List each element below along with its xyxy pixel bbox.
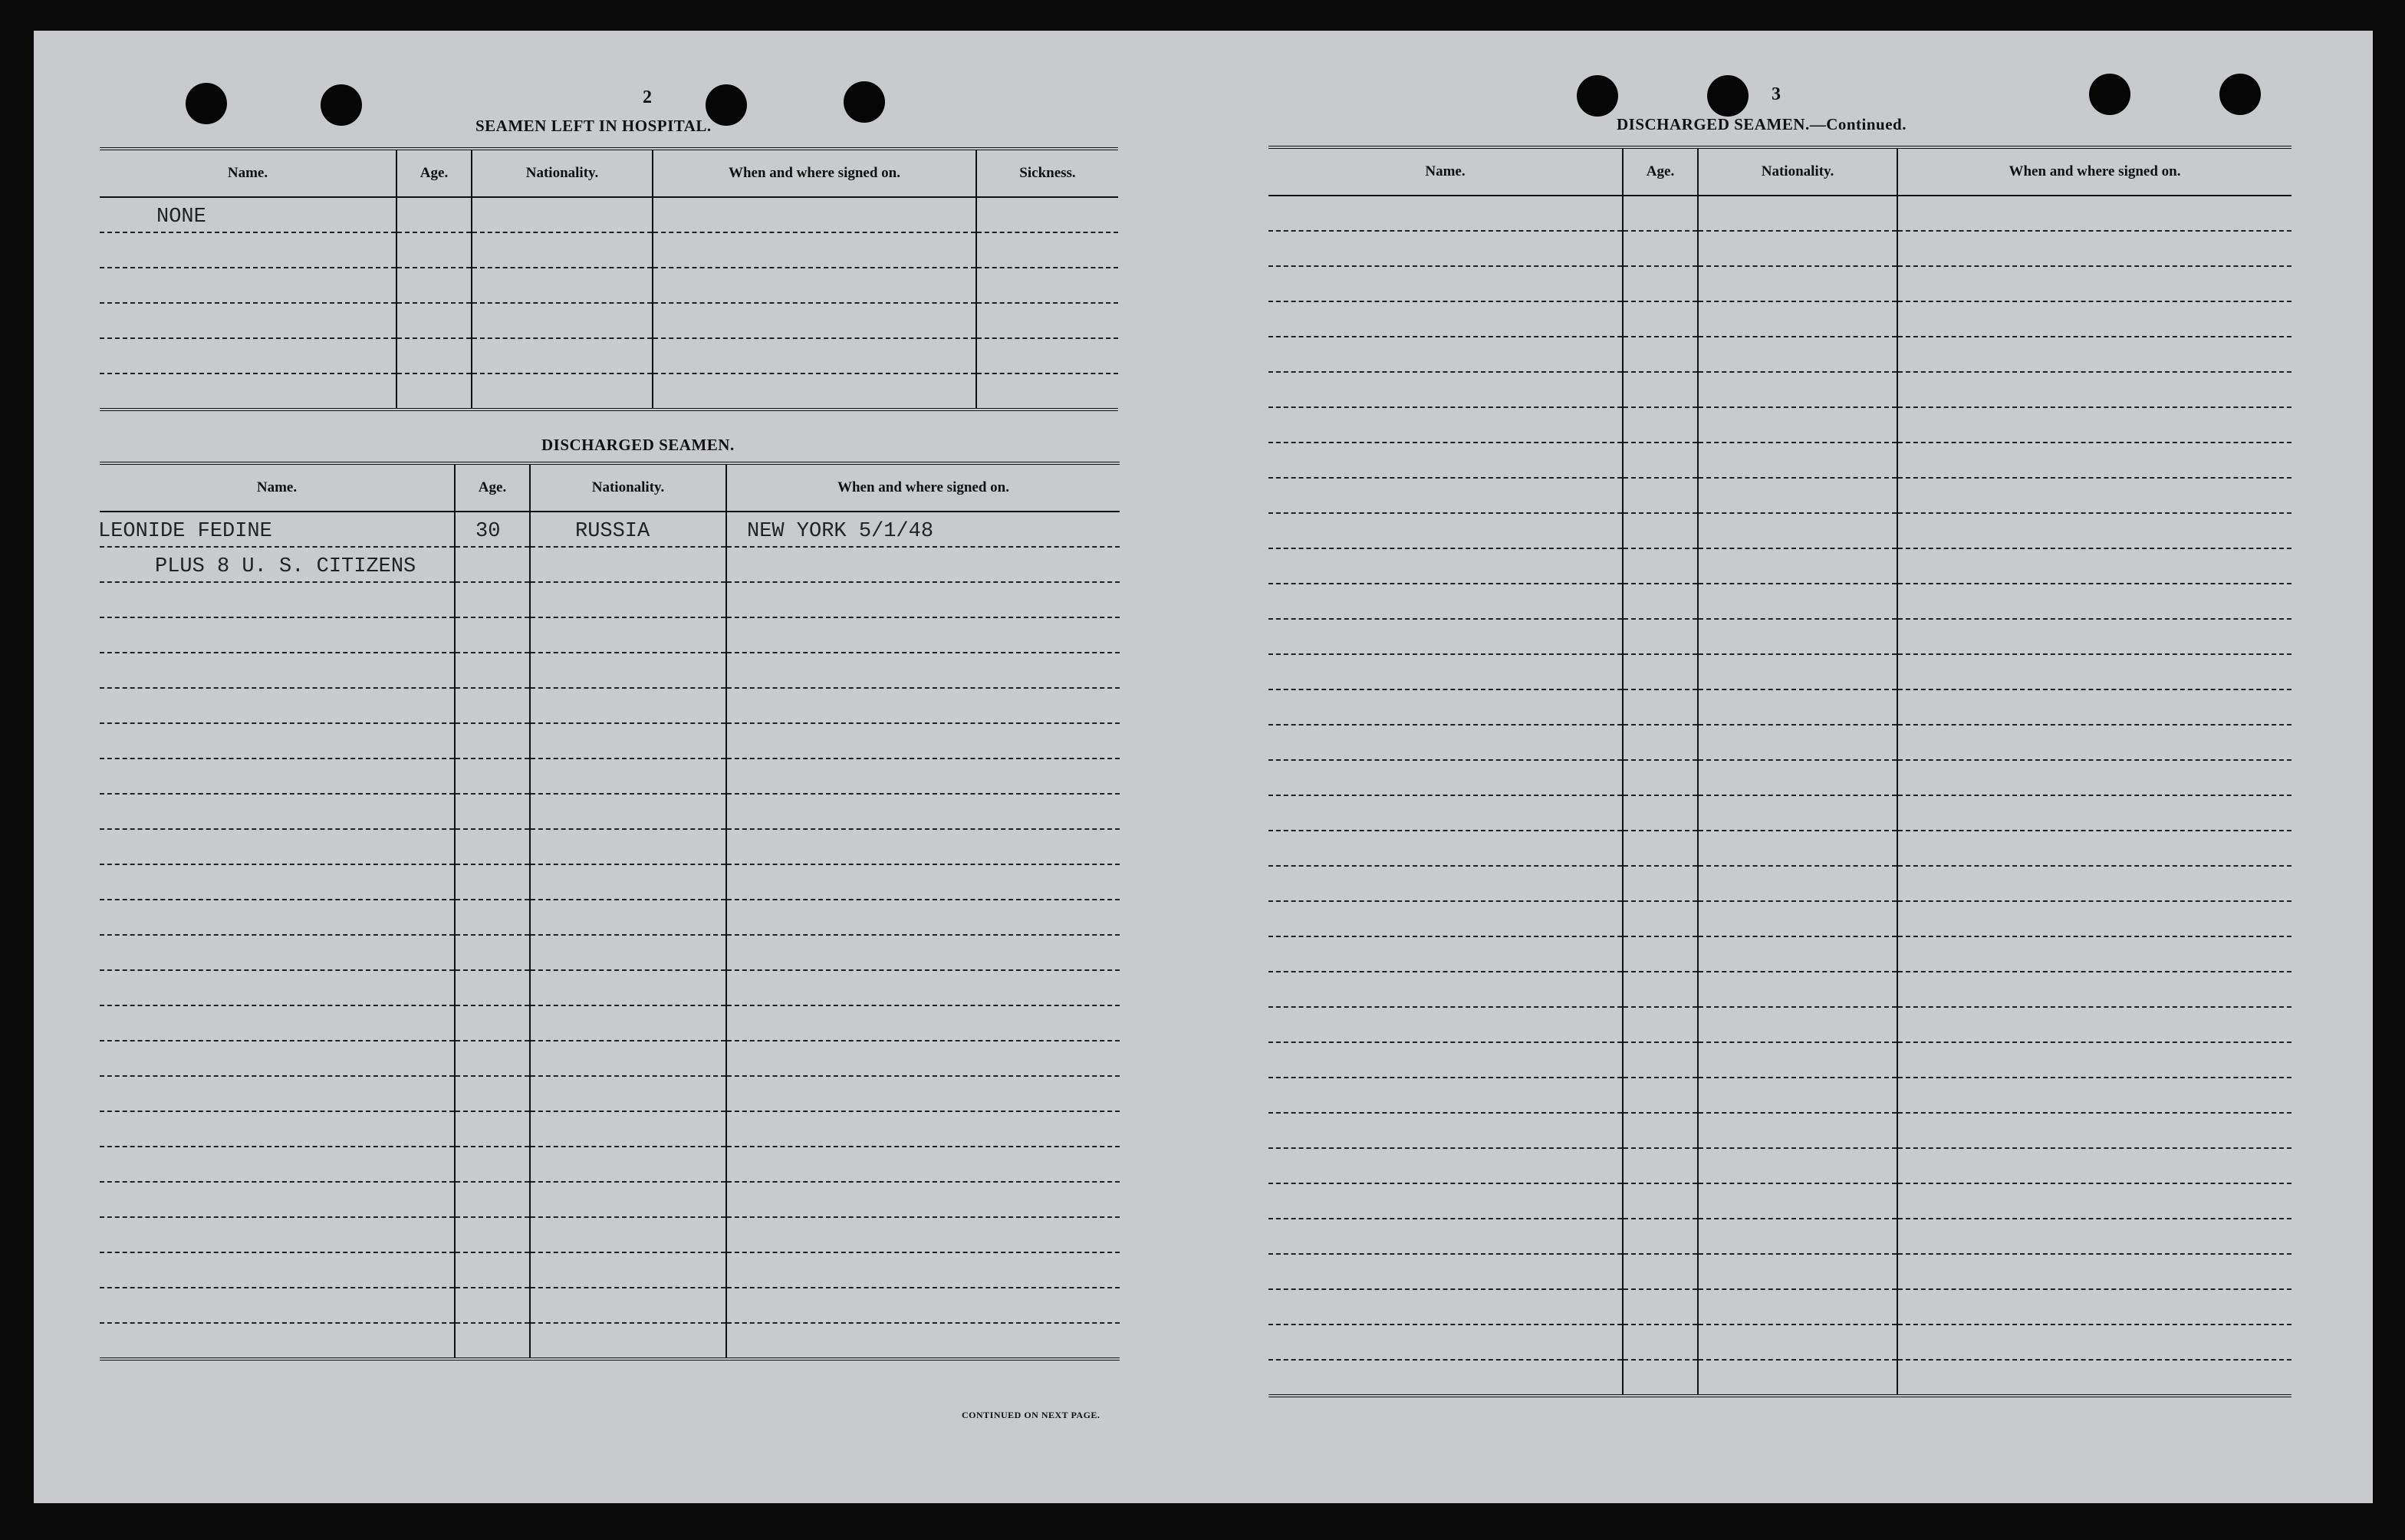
typed-entry: 30: [475, 520, 501, 543]
punch-hole: [2089, 74, 2130, 115]
table-row: [1268, 1254, 2291, 1289]
discharged-section-title: DISCHARGED SEAMEN.: [541, 436, 735, 454]
column-header-nationality: Nationality.: [530, 463, 726, 512]
table-row: [100, 688, 1120, 723]
punch-hole: [1577, 75, 1618, 117]
table-row: [1268, 443, 2291, 478]
table-row: [100, 232, 1118, 268]
typed-entry: NONE: [156, 206, 206, 229]
table-row: [100, 547, 1120, 582]
table-row: [1268, 831, 2291, 866]
column-header-signed-on: When and where signed on.: [1897, 147, 2291, 196]
table-row: [1268, 266, 2291, 301]
table-row: [100, 1005, 1120, 1041]
continued-note: CONTINUED ON NEXT PAGE.: [962, 1410, 1101, 1420]
table-row: [1268, 1007, 2291, 1042]
table-row: [1268, 901, 2291, 936]
table-row: [100, 864, 1120, 900]
table-row: [100, 794, 1120, 829]
table-row: [100, 303, 1118, 338]
column-header-name: Name.: [1268, 147, 1623, 196]
table-row: [100, 935, 1120, 970]
table-row: [1268, 1183, 2291, 1219]
typed-entry: NEW YORK 5/1/48: [747, 520, 934, 543]
table-row: [100, 582, 1120, 617]
table-row: [100, 723, 1120, 758]
punch-hole: [321, 84, 362, 126]
document-sheet: [34, 31, 2373, 1503]
column-header-name: Name.: [100, 149, 396, 197]
table-row: [100, 617, 1120, 653]
punch-hole: [706, 84, 747, 126]
table-row: [100, 373, 1118, 410]
table-row: [100, 970, 1120, 1005]
table-row: [1268, 231, 2291, 266]
table-row: [1268, 725, 2291, 760]
punch-hole: [844, 81, 885, 123]
table-row: [1268, 1042, 2291, 1078]
discharged-table: [100, 462, 1120, 1361]
column-header-age: Age.: [455, 463, 530, 512]
table-row: [1268, 407, 2291, 443]
table-row: [100, 900, 1120, 935]
table-row: [100, 1111, 1120, 1147]
page-number: 3: [1772, 84, 1781, 104]
column-header-age: Age.: [1623, 147, 1698, 196]
typed-entry: PLUS 8 U. S. CITIZENS: [155, 555, 416, 578]
table-row: [100, 653, 1120, 688]
table-row: [100, 758, 1120, 794]
table-row: [1268, 548, 2291, 584]
punch-hole: [186, 83, 227, 124]
table-row: [100, 1182, 1120, 1217]
table-row: [1268, 196, 2291, 231]
punch-hole: [2219, 74, 2261, 115]
table-row: [100, 1217, 1120, 1252]
table-row: [1268, 866, 2291, 901]
table-row: [1268, 513, 2291, 548]
punch-hole: [1707, 75, 1749, 117]
table-row: [100, 197, 1118, 232]
column-header-nationality: Nationality.: [472, 149, 653, 197]
table-row: [100, 829, 1120, 864]
table-row: [1268, 1113, 2291, 1148]
table-row: [100, 1041, 1120, 1076]
table-row: [1268, 1289, 2291, 1324]
table-row: [1268, 654, 2291, 689]
table-row: [100, 1252, 1120, 1288]
page-number: 2: [643, 87, 652, 107]
table-row: [1268, 1148, 2291, 1183]
table-row: [100, 1147, 1120, 1182]
table-row: [1268, 1324, 2291, 1360]
column-header-signed-on: When and where signed on.: [653, 149, 976, 197]
table-row: [1268, 301, 2291, 337]
typed-entry: LEONIDE FEDINE: [98, 520, 272, 543]
table-row: [100, 512, 1120, 547]
hospital-section-title: SEAMEN LEFT IN HOSPITAL.: [475, 117, 712, 135]
table-row: [1268, 689, 2291, 725]
table-row: [100, 1288, 1120, 1323]
column-header-nationality: Nationality.: [1698, 147, 1897, 196]
discharged-continued-table: [1268, 146, 2291, 1397]
table-row: [100, 338, 1118, 373]
table-row: [100, 1323, 1120, 1359]
table-row: [1268, 337, 2291, 372]
table-row: [1268, 1360, 2291, 1396]
column-header-sickness: Sickness.: [976, 149, 1118, 197]
column-header-name: Name.: [100, 463, 455, 512]
table-row: [1268, 584, 2291, 619]
column-header-signed-on: When and where signed on.: [726, 463, 1120, 512]
table-row: [1268, 936, 2291, 972]
table-row: [100, 1076, 1120, 1111]
hospital-table: [100, 147, 1118, 411]
column-header-age: Age.: [396, 149, 472, 197]
table-row: [1268, 760, 2291, 795]
table-row: [1268, 1078, 2291, 1113]
typed-entry: RUSSIA: [575, 520, 650, 543]
discharged-continued-title: DISCHARGED SEAMEN.—Continued.: [1617, 115, 1907, 133]
table-row: [1268, 619, 2291, 654]
table-row: [1268, 478, 2291, 513]
table-row: [1268, 972, 2291, 1007]
table-row: [1268, 1219, 2291, 1254]
table-row: [1268, 372, 2291, 407]
table-row: [100, 268, 1118, 303]
table-row: [1268, 795, 2291, 831]
